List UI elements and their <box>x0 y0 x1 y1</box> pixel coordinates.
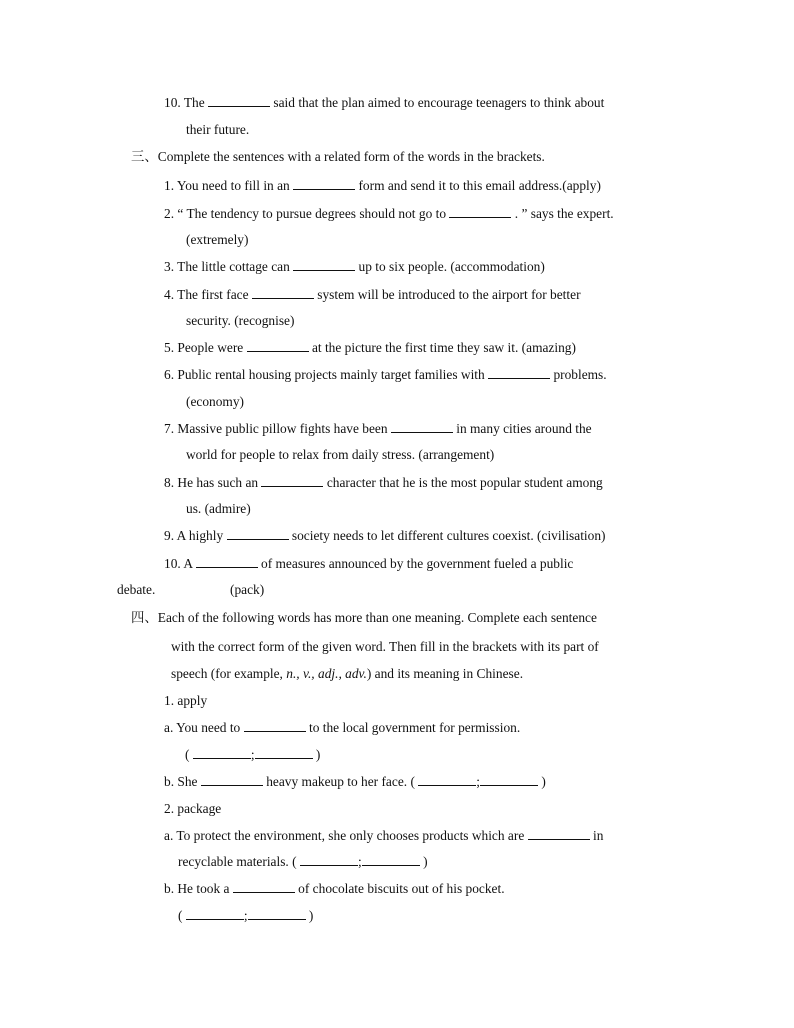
answer-blank[interactable] <box>227 527 289 540</box>
word-heading: 1. apply <box>164 693 208 708</box>
question-item: 8. He has such an character that he is the most popular student among <box>164 475 603 490</box>
answer-blank[interactable] <box>449 205 511 218</box>
question-item: 5. People were at the picture the first time they saw it. (amazing) <box>164 340 576 355</box>
question-continuation: debate. <box>117 582 156 597</box>
question-item: 10. The said that the plan aimed to encourage teenagers to think about <box>164 95 605 110</box>
pos-examples: n., v., adj., adv. <box>286 666 367 681</box>
answer-blank[interactable] <box>252 286 314 299</box>
answer-blank[interactable] <box>201 773 263 786</box>
question-item: 3. The little cottage can up to six people. (accommodation) <box>164 259 545 274</box>
question-item: 7. Massive public pillow fights have been in many cities around the <box>164 421 592 436</box>
question-item: a. You need to to the local government for permission. <box>164 720 521 735</box>
question-item: 4. The first face system will be introduced to the airport for better <box>164 287 581 302</box>
meaning-blank[interactable] <box>480 773 538 786</box>
question-continuation: (extremely) <box>186 232 249 247</box>
question-hint: (pack) <box>230 582 265 597</box>
question-continuation: recyclable materials. ( ; ) <box>178 854 428 869</box>
answer-blank[interactable] <box>293 258 355 271</box>
question-item: b. She heavy makeup to her face. ( ; ) <box>164 774 546 789</box>
answer-blank[interactable] <box>391 420 453 433</box>
question-item: 9. A highly society needs to let different cultures coexist. (civilisation) <box>164 528 606 543</box>
answer-blank[interactable] <box>196 555 258 568</box>
meaning-blank[interactable] <box>255 746 313 759</box>
meaning-blank[interactable] <box>248 907 306 920</box>
answer-blank[interactable] <box>244 719 306 732</box>
pos-meaning-brackets: ( ; ) <box>185 747 321 762</box>
question-continuation: security. (recognise) <box>186 313 295 328</box>
question-continuation: us. (admire) <box>186 501 251 516</box>
section-heading: 四、Each of the following words has more than one meaning. Complete each sentence <box>131 610 597 625</box>
answer-blank[interactable] <box>528 827 590 840</box>
question-item: 1. You need to fill in an form and send it to this email address.(apply) <box>164 178 601 193</box>
section-heading-line: with the correct form of the given word. Then fill in the brackets with its part of <box>171 639 599 654</box>
question-item: a. To protect the environment, she only chooses products which are in <box>164 828 604 843</box>
answer-blank[interactable] <box>261 474 323 487</box>
pos-blank[interactable] <box>418 773 476 786</box>
answer-blank[interactable] <box>488 366 550 379</box>
pos-meaning-brackets: ( ; ) <box>178 908 314 923</box>
question-continuation: (economy) <box>186 394 245 409</box>
pos-blank[interactable] <box>186 907 244 920</box>
word-heading: 2. package <box>164 801 222 816</box>
question-item: b. He took a of chocolate biscuits out of his pocket. <box>164 881 505 896</box>
answer-blank[interactable] <box>208 94 270 107</box>
pos-blank[interactable] <box>193 746 251 759</box>
pos-blank[interactable] <box>300 853 358 866</box>
answer-blank[interactable] <box>233 880 295 893</box>
question-item: 10. A of measures announced by the government fueled a public <box>164 556 574 571</box>
question-continuation: their future. <box>186 122 250 137</box>
question-item: 6. Public rental housing projects mainly target families with problems. <box>164 367 607 382</box>
section-heading-line: speech (for example, n., v., adj., adv.) and its meaning in Chinese. <box>171 666 524 681</box>
question-item: 2. “ The tendency to pursue degrees should not go to . ” says the expert. <box>164 206 614 221</box>
meaning-blank[interactable] <box>362 853 420 866</box>
section-heading: 三、Complete the sentences with a related form of the words in the brackets. <box>131 149 545 164</box>
question-continuation: world for people to relax from daily stress. (arrangement) <box>186 447 495 462</box>
answer-blank[interactable] <box>293 177 355 190</box>
answer-blank[interactable] <box>247 339 309 352</box>
